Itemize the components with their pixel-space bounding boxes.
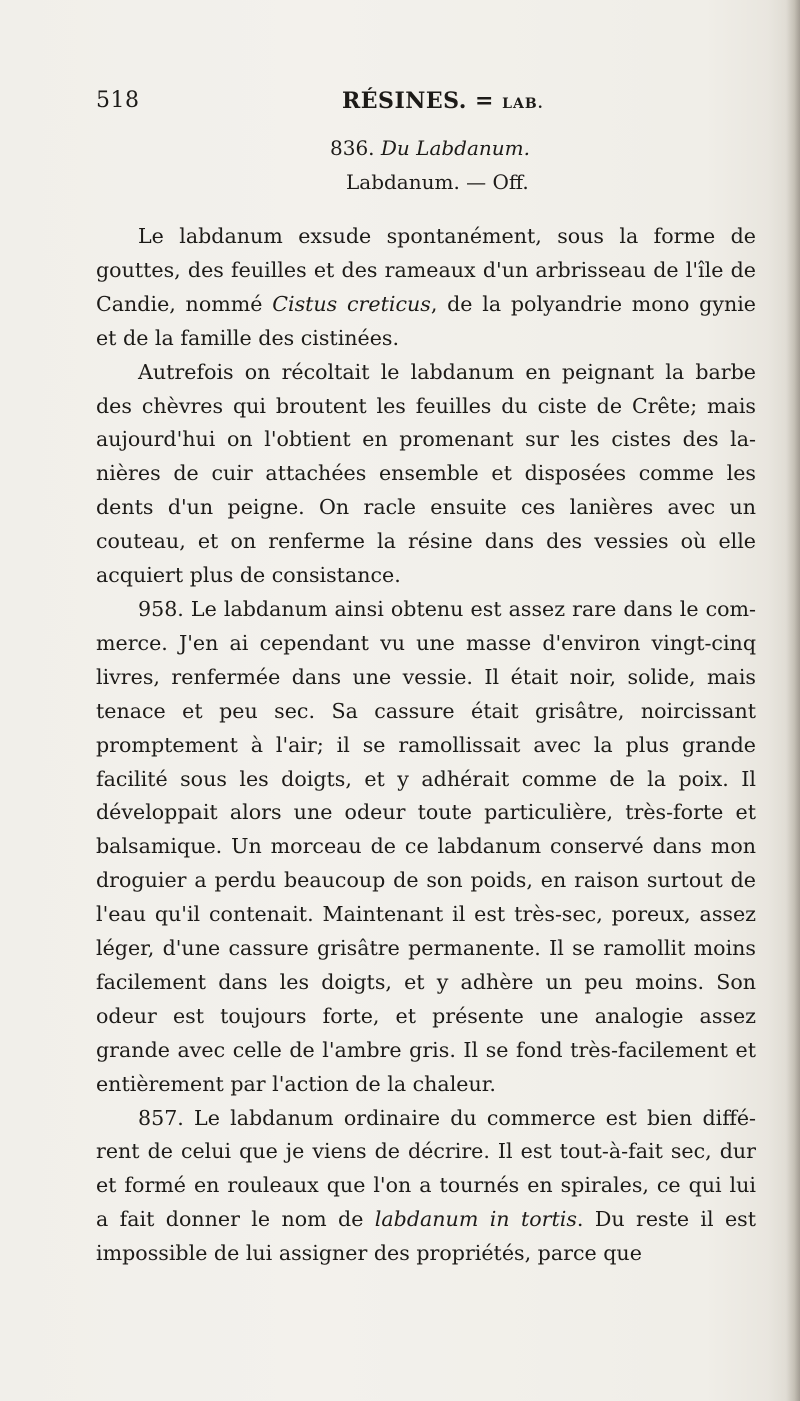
- entry-title: Du Labdanum.: [380, 136, 530, 160]
- body-text: [96, 220, 756, 1271]
- section-title: [342, 88, 544, 114]
- paragraph-text: . Du reste il est impossible de lui assigner des propriétés, parce que: [96, 1207, 757, 1266]
- page-edge-shadow: [786, 0, 800, 1401]
- species-name: Cistus creticus: [272, 291, 431, 316]
- product-name: labdanum in tortis: [374, 1207, 577, 1232]
- section-subtitle: LAB.: [502, 96, 544, 112]
- running-head: [96, 88, 716, 118]
- paragraph-text: 857. Le labdanum ordinaire du commerce est bien diffé-rent de celui que je viens de décrire. Il est tout-à-fait sec, dur et formé en rouleaux que l'on a tournés en spirales, ce qui lui a fait donner le nom de: [96, 1105, 756, 1232]
- entry-heading: [330, 136, 530, 160]
- section-separator: =: [475, 88, 494, 114]
- entry-number: 836.: [330, 136, 375, 160]
- paragraph: [96, 1102, 756, 1272]
- entry-official-name: Labdanum. — Off.: [346, 170, 529, 194]
- paragraph: [96, 220, 756, 356]
- paragraph: Autrefois on récoltait le labdanum en peignant la barbe des chèvres qui broutent les feuilles du ciste de Crête; mais aujourd'hui on l'obtient en promenant sur les cistes des la-nières de cuir attachées ensemble et disposées comme les dents d'un peigne. On racle ensuite ces lanières avec un couteau, et on renferme la résine dans des vessies où elle acquiert plus de consistance.: [96, 359, 756, 588]
- paragraph-text: , de la polyandrie mono gynie et de la famille des cistinées.: [96, 291, 756, 350]
- paragraph-text: Le labdanum exsude spontanément, sous la forme de gouttes, des feuilles et des rameaux d'un arbrisseau de l'île de Candie, nommé: [96, 224, 756, 316]
- section-title-text: RÉSINES.: [342, 88, 467, 114]
- page-number: 518: [96, 88, 140, 113]
- paragraph: 958. Le labdanum ainsi obtenu est assez rare dans le com-merce. J'en ai cependant vu une masse d'environ vingt-cinq livres, renfermée dans une vessie. Il était noir, solide, mais tenace et peu sec. Sa cassure était grisâtre, noircissant promptement à l'air; il se ramollissait avec la plus grande facilité sous les doigts, et y adhérait comme de la poix. Il développait alors une odeur toute particulière, très-forte et balsamique. Un morceau de ce labdanum conservé dans mon droguier a perdu beaucoup de son poids, en raison surtout de l'eau qu'il contenait. Maintenant il est très-sec, poreux, assez léger, d'une cassure grisâtre permanente. Il se ramollit moins facilement dans les doigts, et y adhère un peu moins. Son odeur est toujours forte, et présente une analogie assez grande avec celle de l'ambre gris. Il se fond très-facilement et entièrement par l'action de la chaleur.: [96, 596, 756, 1096]
